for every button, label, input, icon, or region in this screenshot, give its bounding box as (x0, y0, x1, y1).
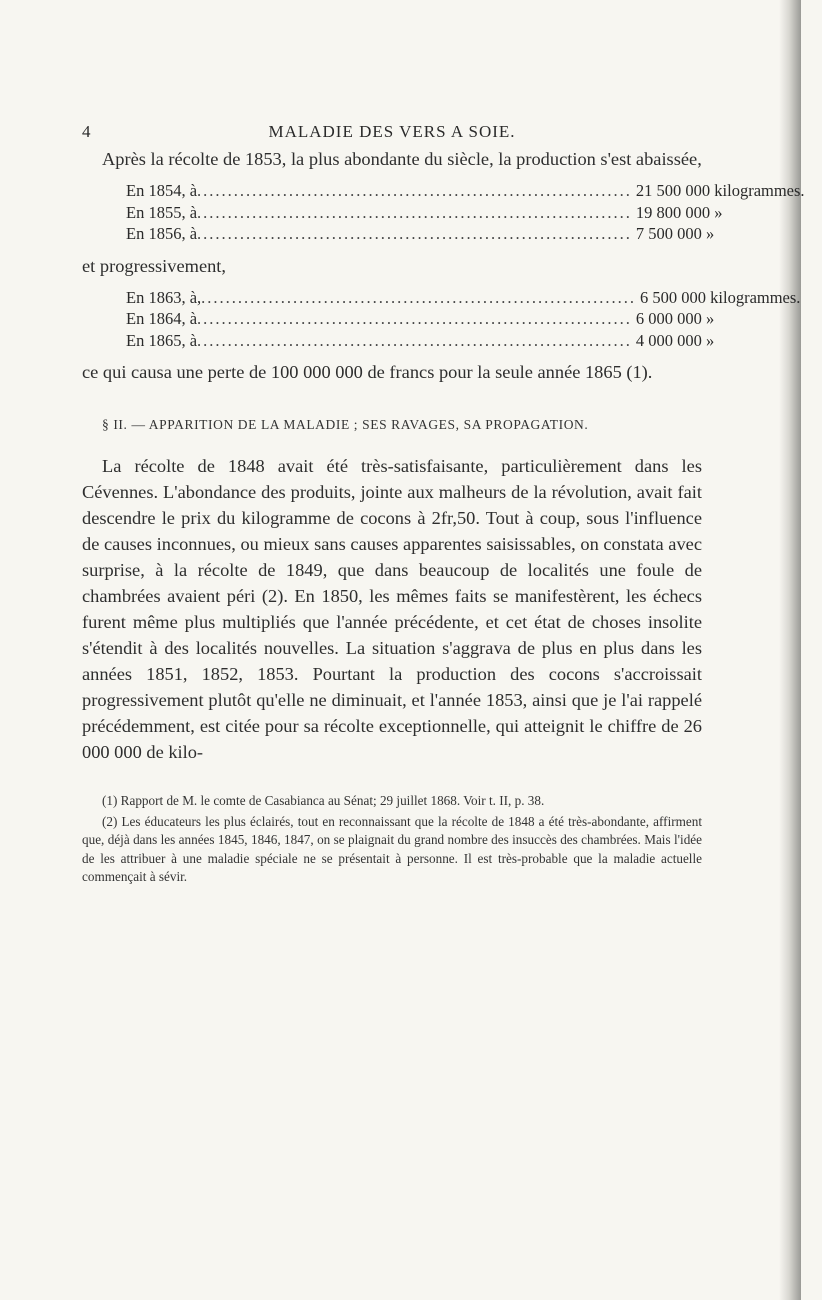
footnote: (1) Rapport de M. le comte de Casabianca au Sénat; 29 juillet 1868. Voir t. II, p. 38. (102, 793, 545, 808)
production-table-1850s (126, 180, 805, 245)
running-head (82, 122, 702, 146)
table-row (126, 202, 723, 224)
table-row-label: En 1854, à (126, 181, 198, 200)
table-row-value: 4 000 000 » (635, 330, 715, 350)
leader-dots: ....................................................................... (197, 224, 632, 243)
intro-paragraph: Après la récolte de 1853, la plus abondante du siècle, la production s'est abaissée, (102, 149, 702, 169)
running-title: MALADIE DES VERS A SOIE. (268, 122, 516, 141)
table-row-label: En 1855, à (126, 202, 198, 222)
table-row (126, 180, 805, 202)
table-row (126, 330, 715, 352)
production-table-1860s (126, 287, 801, 352)
table-row-value: 21 500 000 kilogrammes. (635, 181, 805, 200)
footnotes (82, 792, 702, 887)
leader-dots: ....................................................................... (197, 202, 632, 222)
table-row-value: 6 000 000 » (635, 309, 715, 328)
table-row-label: En 1864, à (126, 309, 198, 328)
table-row-label: En 1863, à, (126, 287, 202, 307)
leader-dots: ....................................................................... (197, 181, 632, 200)
mid-paragraph: et progressivement, (82, 255, 227, 276)
table-row-value: 7 500 000 » (635, 224, 715, 243)
page-number: 4 (82, 122, 91, 141)
closing-paragraph: ce qui causa une perte de 100 000 000 de francs pour la seule année 1865 (1). (82, 362, 653, 382)
leader-dots: ....................................................................... (201, 287, 637, 307)
leader-dots: ....................................................................... (197, 309, 632, 328)
table-row (126, 308, 715, 330)
main-paragraph: La récolte de 1848 avait été très-satisfaisante, particulièrement dans les Cévennes. L'abondance des produits, jointe aux malheurs de la révolution, avait fait descendre le prix du kilogramme de cocons à 2fr,50. Tout à coup, sous l'influence de causes inconnues, ou mieux sans causes apparentes saisissables, on constata avec surprise, à la récolte de 1849, que dans beaucoup de localités une foule de chambrées avaient péri (2). En 1850, les mêmes faits se manifestèrent, les échecs furent même plus multipliés que l'année précédente, et cet état de choses insolite s'étendit à des localités nouvelles. La situation s'aggrava de plus en plus dans les années 1851, 1852, 1853. Pourtant la production des cocons s'accroissait progressivement plutôt qu'elle ne diminuait, et l'année 1853, ainsi que je l'ai rappelé précédemment, est citée pour sa récolte exceptionnelle, qui atteignit le chiffre de 26 000 000 de kilo- (82, 456, 702, 762)
table-row-label: En 1865, à (126, 330, 198, 350)
book-page (82, 122, 805, 889)
section-heading: § II. — APPARITION DE LA MALADIE ; SES RAVAGES, SA PROPAGATION. (102, 417, 589, 432)
table-row-label: En 1856, à (126, 224, 198, 243)
table-row-value: 19 800 000 » (635, 202, 723, 222)
leader-dots: ....................................................................... (197, 330, 632, 350)
footnote: (2) Les éducateurs les plus éclairés, tout en reconnaissant que la récolte de 1848 a été très-abondante, affirment que, déjà dans les années 1845, 1846, 1847, on se plaignait du grand nombre des insuccès des chambrées. Mais l'idée de les attribuer à une maladie spéciale ne se présentait à personne. Il est très-probable que la maladie actuelle commençait à sévir. (82, 813, 702, 884)
table-row-value: 6 500 000 kilogrammes. (640, 287, 801, 307)
table-row (126, 287, 801, 309)
table-row (126, 223, 715, 245)
